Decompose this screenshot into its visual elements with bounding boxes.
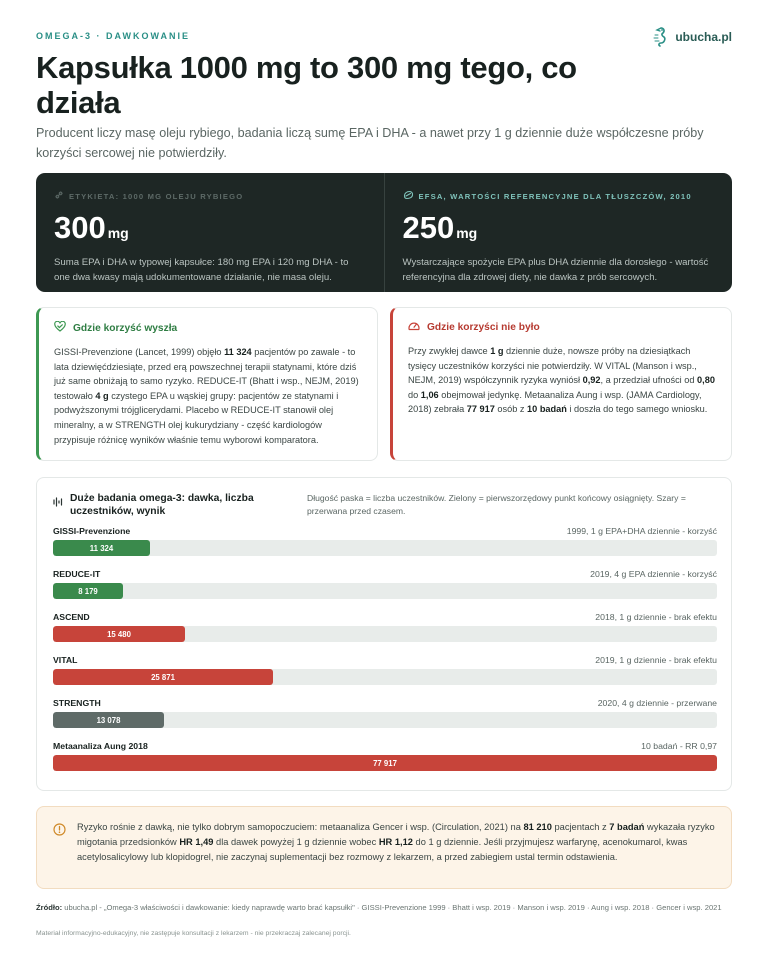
benefit-card — [36, 307, 378, 461]
bar-track — [53, 755, 717, 771]
stat-unit: mg — [456, 225, 478, 241]
trial-meta: 1999, 1 g EPA+DHA dziennie - korzyść — [566, 526, 717, 536]
trial-name: REDUCE-IT — [53, 569, 101, 579]
link-icon — [54, 190, 64, 202]
chart-legend-note: Długość paska = liczba uczestników. Zielony = pierwszorzędowy punkt końcowy osiągnięty. Szary = przerwana przed czasem. — [307, 493, 686, 516]
chart-title: Duże badania omega-3: dawka, liczba uczestników, wynik — [70, 493, 254, 517]
warning-box — [36, 806, 732, 889]
trial-meta: 2020, 4 g dziennie - przerwane — [597, 698, 717, 708]
bar — [53, 755, 717, 771]
card-text: GISSI-Prevenzione (Lancet, 1999) objęło 11 324 pacjentów po zawale - to lata dziewięćdziesiąte, przed erą powszechnej terapii statynami, które dziś już same obniżają to samo ryzyko. REDUCE-IT (Bhatt i wsp., NEJM, 2019) testowało 4 g czystego EPA u wąskiej grupy: pacjentów ze statynami i podwyższonymi trójglicerydami. Placebo w REDUCE-IT stanowił olej mineralny, a w STRENGTH olej kukurydziany - część kardiologów przypisuje różnicę wyników właśnie temu wyborowi komparatora. — [54, 347, 359, 445]
no-benefit-card — [390, 307, 732, 461]
card-title: Gdzie korzyści nie było — [427, 322, 540, 333]
warning-text: Ryzyko rośnie z dawką, nie tylko dobrym samopoczuciem: metaanaliza Gencer i wsp. (Circulation, 2021) na 81 210 pacjentach z 7 badań wykazała ryzyko migotania przedsionków HR 1,49 dla dawek powyżej 1 g dziennie wobec HR 1,12 do 1 g dziennie. Jeśli przyjmujesz warfarynę, acenokumarol, kwas acetylosalicylowy lub klopidogrel, nie zaczynaj suplementacji bez rozmowy z lekarzem, a przed zabiegiem ustal termin odstawienia. — [77, 822, 715, 862]
stat-label-claim — [36, 173, 384, 292]
bar — [53, 583, 123, 599]
gauge-icon — [408, 321, 420, 334]
bar-chart-icon — [53, 495, 63, 513]
trial-name: VITAL — [53, 655, 78, 665]
stat-label: ETYKIETA: 1000 MG OLEJU RYBIEGO — [69, 191, 244, 201]
leaf-brain-icon — [403, 190, 414, 202]
bar-track — [53, 583, 717, 599]
bar-track — [53, 540, 717, 556]
lead-paragraph: Producent liczy masę oleju rybiego, badania liczą sumę EPA i DHA - a nawet przy 1 g dziennie duże współczesne próby korzyści sercowej nie potwierdziły. — [36, 126, 704, 160]
stat-efsa-reference — [384, 173, 733, 292]
stat-value: 250 — [402, 210, 455, 245]
trials-bar-chart — [36, 477, 732, 791]
eyebrow-label: OMEGA-3 · DAWKOWANIE — [36, 31, 190, 41]
stat-label: EFSA, WARTOŚCI REFERENCYJNE DLA TŁUSZCZÓW, 2010 — [418, 191, 692, 201]
stat-value: 300 — [54, 210, 106, 245]
card-text: Przy zwykłej dawce 1 g dziennie duże, nowsze próby na dziesiątkach tysięcy uczestników korzyści nie potwierdziły. W VITAL (Manson i wsp., NEJM, 2019) współczynnik ryzyka wyniósł 0,92, a przedział ufności od 0,80 do 1,06 obejmował jedynkę. Metaanaliza Aung i wsp. (JAMA Cardiology, 2018) zebrała 77 917 osób z 10 badań i doszła do tego samego wniosku. — [408, 346, 715, 415]
bar-value-label: 15 480 — [107, 629, 131, 639]
bar — [53, 712, 164, 728]
page-title: Kapsułka 1000 mg to 300 mg tego, co działa — [36, 50, 577, 120]
bar-value-label: 11 324 — [89, 543, 114, 553]
bar-value-label: 13 078 — [96, 715, 121, 725]
trial-meta: 10 badań - RR 0,97 — [641, 741, 717, 751]
trial-meta: 2019, 4 g EPA dziennie - korzyść — [590, 569, 717, 579]
stat-description: Suma EPA i DHA w typowej kapsułce: 180 mg EPA i 120 mg DHA - to one dwa kwasy mają udokumentowane działanie, nie masa oleju. — [54, 257, 349, 283]
bar — [53, 540, 150, 556]
seahorse-logo-icon — [650, 26, 670, 48]
trial-meta: 2018, 1 g dziennie - brak efektu — [595, 612, 717, 622]
trial-name: ASCEND — [53, 612, 90, 622]
stat-description: Wystarczające spożycie EPA plus DHA dziennie dla dorosłego - wartość referencyjna dla zdrowej diety, nie dawka z prób sercowych. — [402, 257, 709, 283]
trial-meta: 2019, 1 g dziennie - brak efektu — [595, 655, 717, 665]
bar-value-label: 25 871 — [151, 672, 175, 682]
trial-name: Metaanaliza Aung 2018 — [53, 741, 148, 751]
trial-name: STRENGTH — [53, 698, 101, 708]
card-title: Gdzie korzyść wyszła — [73, 322, 178, 334]
bar-track — [53, 669, 717, 685]
bar — [53, 669, 273, 685]
brand-logo[interactable] — [650, 26, 732, 48]
heart-check-icon — [54, 321, 66, 335]
bar-value-label: 8 179 — [78, 586, 98, 596]
disclaimer: Materiał informacyjno-edukacyjny, nie zastępuje konsultacji z lekarzem - nie przekraczaj zalecanej porcji. — [36, 930, 351, 937]
bar-track — [53, 712, 717, 728]
trial-name: GISSI-Prevenzione — [53, 526, 131, 536]
brand-name: ubucha.pl — [675, 30, 732, 44]
bar-track — [53, 626, 717, 642]
bar-value-label: 77 917 — [373, 758, 397, 768]
alert-circle-icon — [53, 823, 66, 841]
stats-panel — [36, 173, 732, 292]
source-citation: Źródło: ubucha.pl - „Omega-3 właściwości i dawkowanie: kiedy naprawdę warto brać kapsułki" · GISSI-Prevenzione 1999 · Bhatt i wsp. 2019 · Manson i wsp. 2019 · Aung i wsp. 2018 · Gencer i wsp. 2021 — [36, 903, 722, 912]
stat-unit: mg — [107, 225, 129, 241]
bar — [53, 626, 185, 642]
